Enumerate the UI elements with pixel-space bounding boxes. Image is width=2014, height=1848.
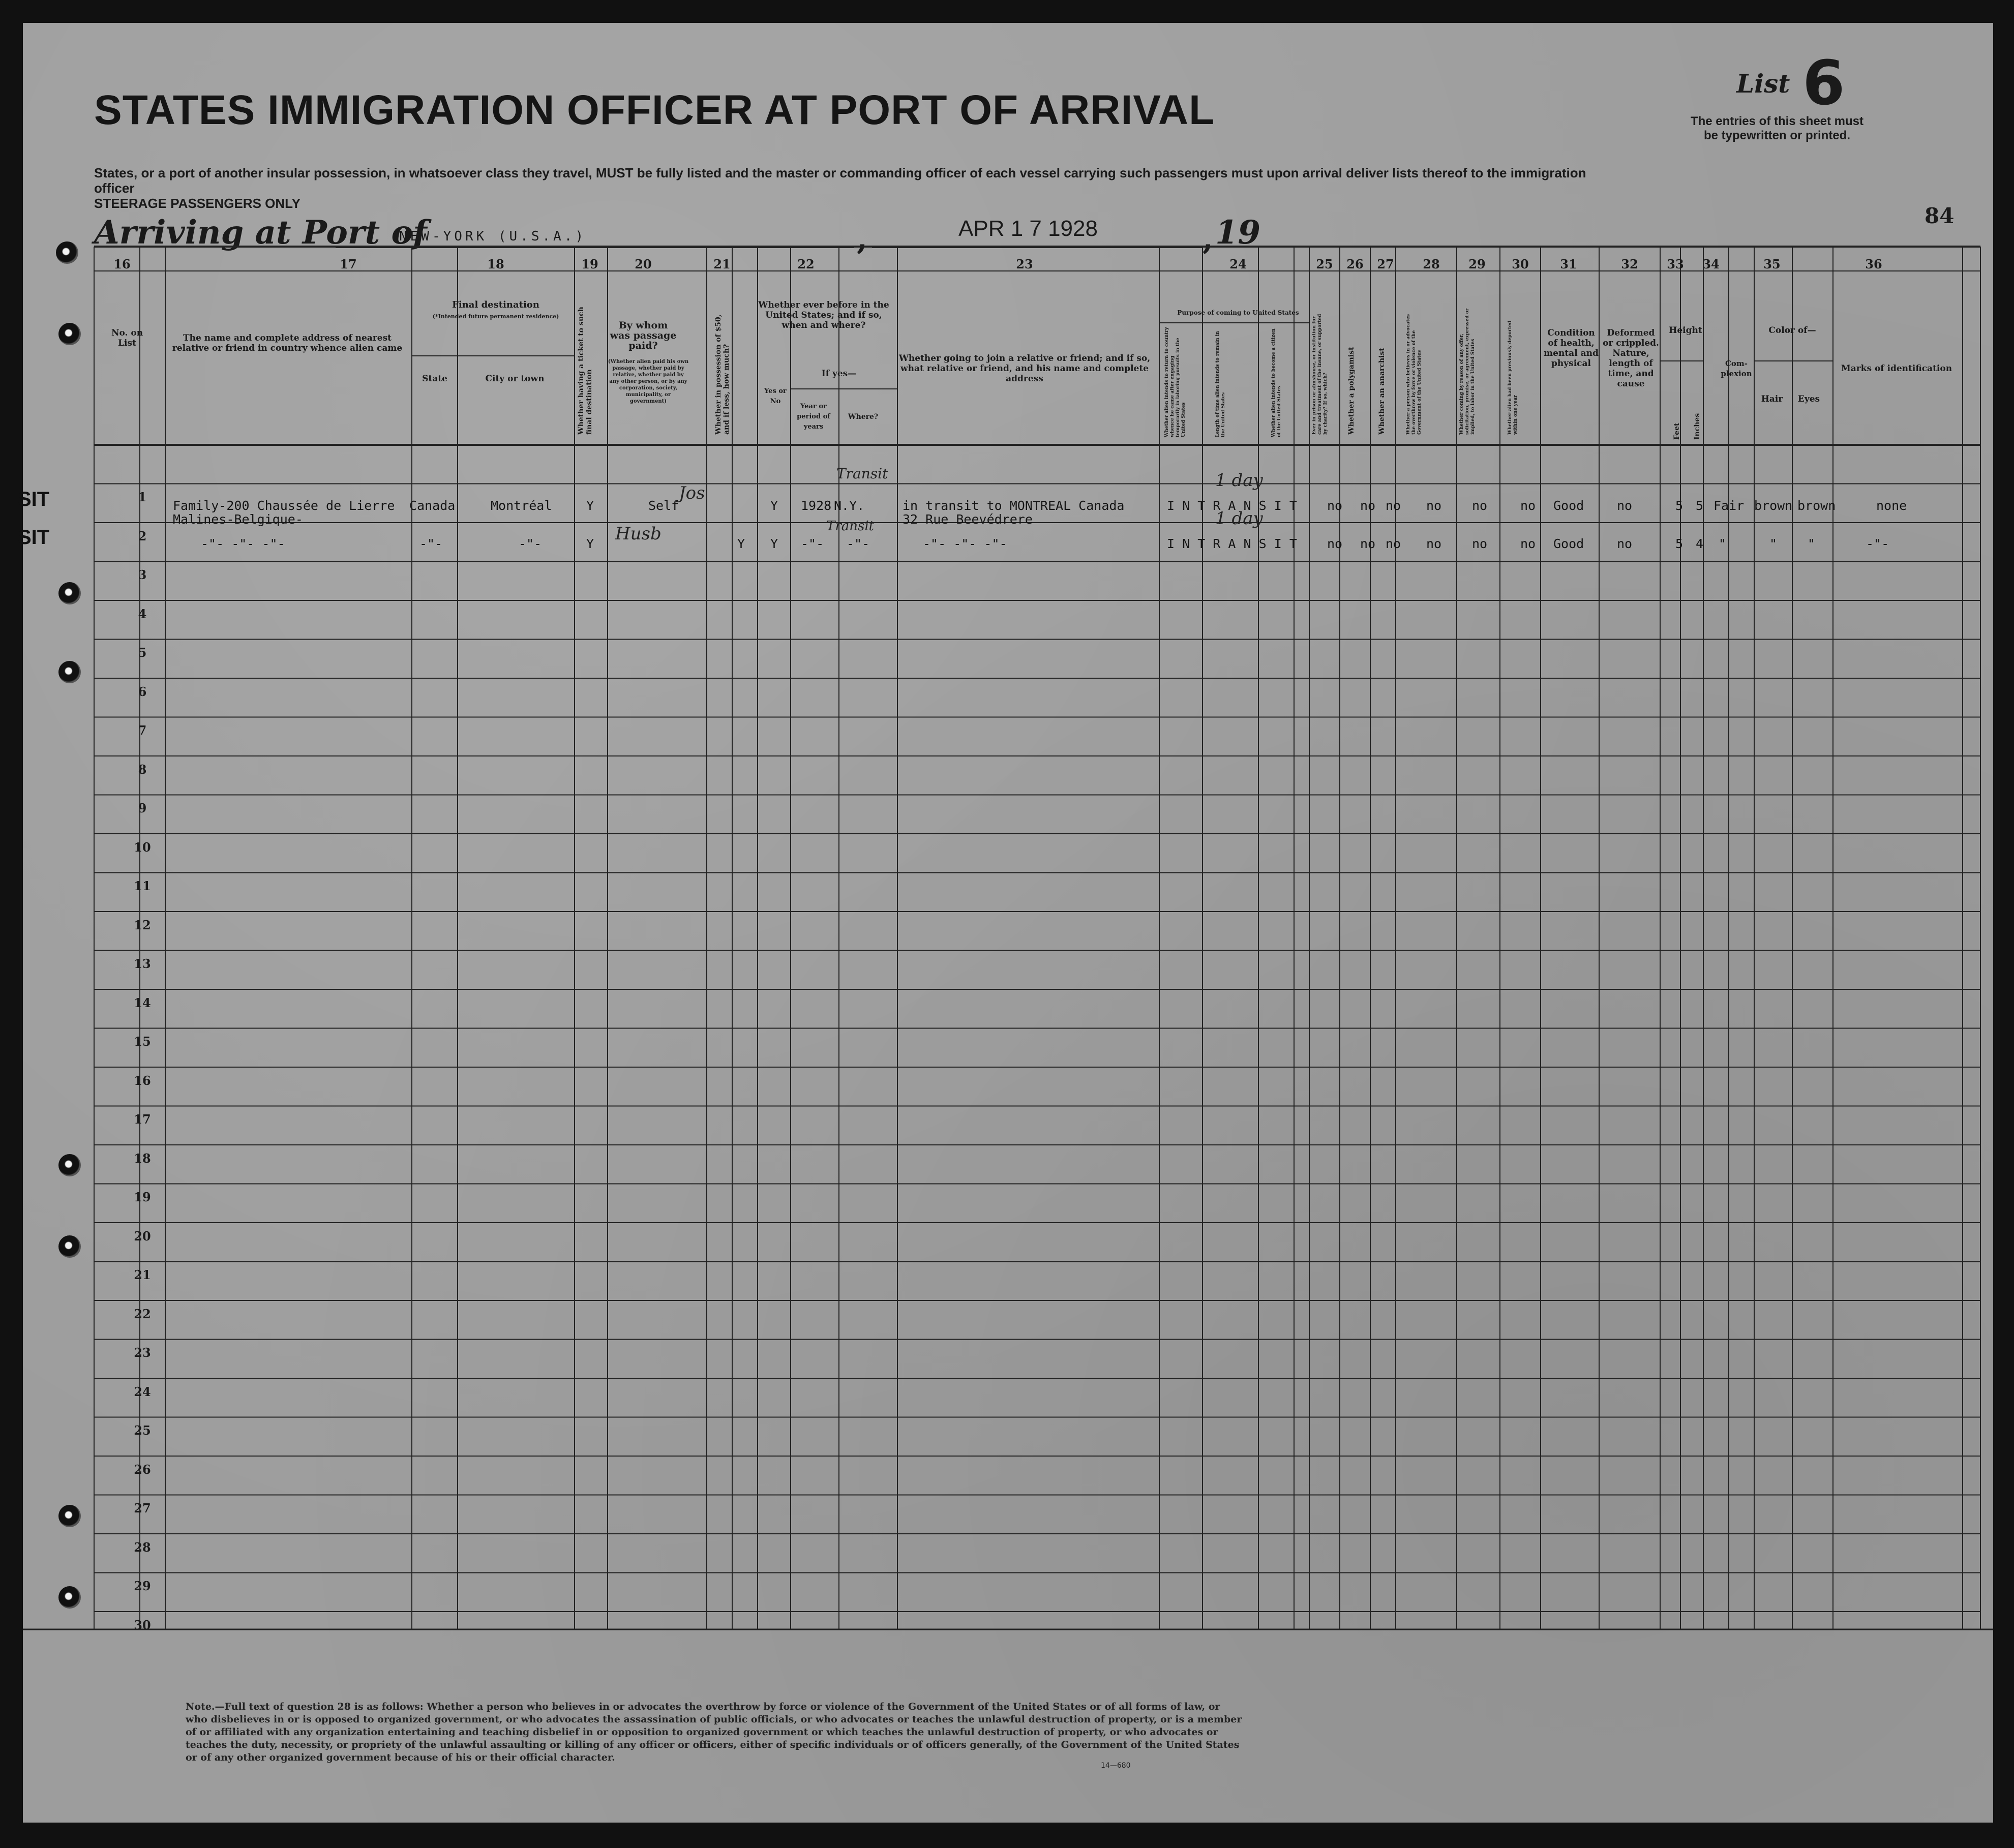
hdr-overthrow: Whether a person who believes in or advocates the overthrow by force or violence of the Government of the United States bbox=[1406, 314, 1422, 435]
handwritten-paid: Jos bbox=[679, 483, 705, 503]
cell-anarchist: no bbox=[1386, 536, 1401, 551]
cell-where: -"- bbox=[847, 536, 870, 551]
cell-yes-no: Y bbox=[770, 536, 778, 551]
subtitle-steerage: STEERAGE PASSENGERS ONLY bbox=[94, 196, 300, 211]
cell-deported: no bbox=[1520, 536, 1536, 551]
cell-feet: 5 bbox=[1675, 498, 1684, 513]
row-number: 12 bbox=[134, 917, 151, 932]
cell-deformed: no bbox=[1617, 536, 1633, 551]
cell-marks: -"- bbox=[1866, 536, 1889, 551]
row-number: 7 bbox=[138, 723, 147, 738]
col-num-35: 35 bbox=[1763, 257, 1781, 271]
comma: , bbox=[1203, 221, 1213, 257]
col-num-29: 29 bbox=[1468, 257, 1486, 271]
cell-state: Canada bbox=[409, 498, 456, 513]
cell-year: 1928 bbox=[801, 498, 832, 513]
hdr-if-yes: If yes— bbox=[821, 369, 857, 379]
row-number: 24 bbox=[134, 1384, 151, 1399]
entries-note: The entries of this sheet must be typewritten or printed. bbox=[1690, 114, 1864, 142]
cell-complexion: " bbox=[1719, 536, 1727, 551]
col-num-17: 17 bbox=[340, 257, 357, 271]
col-num-32: 32 bbox=[1621, 257, 1638, 271]
hdr-hair: Hair bbox=[1761, 394, 1783, 404]
cell-paid-by: Self bbox=[648, 498, 679, 513]
col-num-18: 18 bbox=[487, 257, 504, 271]
cell-city: Montréal bbox=[491, 498, 552, 513]
cell-state: -"- bbox=[419, 536, 443, 551]
comma: , bbox=[857, 221, 867, 257]
cell-relative-address: -"- -"- -"- bbox=[201, 536, 285, 551]
cell-complexion: Fair bbox=[1714, 498, 1745, 513]
hdr-prison: Ever in prison or almshouse, or institution for care and treatment of the insane, or supported by charity? If so, which? bbox=[1312, 314, 1328, 435]
handwritten-where: Transit bbox=[826, 519, 875, 534]
row-number: 23 bbox=[134, 1345, 151, 1360]
cell-prison: no bbox=[1327, 498, 1343, 513]
cell-city: -"- bbox=[519, 536, 542, 551]
col-num-27: 27 bbox=[1377, 257, 1394, 271]
row-number: 26 bbox=[134, 1462, 151, 1477]
row-number: 9 bbox=[138, 801, 147, 815]
cell-feet: 5 bbox=[1675, 536, 1684, 551]
cell-labor: no bbox=[1472, 536, 1488, 551]
cell-anarchist: no bbox=[1386, 498, 1401, 513]
hdr-final-destination-sub: (*Intended future permanent residence) bbox=[432, 313, 559, 320]
row-number: 21 bbox=[134, 1267, 151, 1282]
row-number: 6 bbox=[138, 684, 147, 699]
row-number: 10 bbox=[134, 839, 151, 855]
row-number: 13 bbox=[134, 956, 151, 971]
cell-hair: " bbox=[1769, 536, 1778, 551]
hdr-no-on-list: No. on List bbox=[111, 328, 143, 348]
cell-year: -"- bbox=[801, 536, 824, 551]
col-num-26: 26 bbox=[1346, 257, 1364, 271]
cell-eyes: brown bbox=[1797, 498, 1836, 513]
margin-stamp: SIT bbox=[18, 488, 50, 510]
manifest-grid bbox=[23, 23, 1993, 1823]
row-number: 28 bbox=[134, 1539, 151, 1555]
hdr-marks: Marks of identification bbox=[1841, 363, 1952, 374]
cell-yes-no: Y bbox=[770, 498, 778, 513]
hdr-deported: Whether alien had been previously deported within one year bbox=[1508, 320, 1518, 435]
cell-hair: brown bbox=[1754, 498, 1793, 513]
hdr-inches: Inches bbox=[1693, 413, 1701, 440]
hdr-passage-paid-sub: (Whether alien paid his own passage, whether paid by relative, whether paid by any other person, or by any corporation, society, municipality, or government) bbox=[608, 359, 689, 404]
hdr-final-destination: Final destination bbox=[452, 299, 539, 310]
hdr-purpose-length: Length of time alien intends to remain in the United States bbox=[1215, 331, 1226, 437]
hdr-year-period: Year or period of years bbox=[797, 403, 830, 431]
date-stamp: APR 1 7 1928 bbox=[958, 216, 1098, 241]
cell-relative-address: Family-200 Chaussée de Lierre bbox=[173, 498, 395, 513]
cell-fifty: Y bbox=[737, 536, 745, 551]
col-num-31: 31 bbox=[1560, 257, 1577, 271]
page-number: 84 bbox=[1925, 203, 1955, 228]
cell-where: N.Y. bbox=[834, 498, 865, 513]
list-number: 6 bbox=[1802, 48, 1845, 119]
col-num-30: 30 bbox=[1512, 257, 1529, 271]
row-number: 29 bbox=[134, 1579, 151, 1593]
cell-eyes: " bbox=[1808, 536, 1816, 551]
hdr-ever-before: Whether ever before in the United States; and if so, when and where? bbox=[758, 300, 889, 330]
row-number: 30 bbox=[134, 1617, 151, 1632]
row-number: 1 bbox=[138, 490, 147, 504]
cell-relative-address-2: Malines-Belgique- bbox=[173, 512, 303, 527]
col-num-16: 16 bbox=[113, 257, 131, 271]
col-num-23: 23 bbox=[1016, 257, 1033, 271]
handwritten-length: 1 day bbox=[1215, 470, 1263, 491]
footnote-question-28: Note.—Full text of question 28 is as follows: Whether a person who believes in or advocates the overthrow by force or violence of the Government of the United States or of all forms of law, or who disbelieves in or is opposed to organized government, or who advocates the assassination of public officials, or who advocates or teaches the unlawful destruction of property, or is a member of or affiliated with any organization entertaining and teaching disbelief in or opposition to organized government or which teaches the unlawful destruction of property, or who advocates or teaches the duty, necessity, or propriety of the unlawful assaulting or killing of any officer or officers, either of specific individuals or of officers generally, of the Government of the United States or of any other organized government because of his or their official character. bbox=[186, 1701, 1242, 1763]
hdr-city: City or town bbox=[485, 374, 545, 384]
col-num-21: 21 bbox=[713, 257, 731, 271]
cell-inches: 4 bbox=[1696, 536, 1704, 551]
hdr-purpose-return: Whether alien intends to return to country whence he came after engaging temporarily in laboring pursuits in the United States bbox=[1164, 327, 1186, 437]
cell-deported: no bbox=[1520, 498, 1536, 513]
hdr-health: Condition of health, mental and physical bbox=[1544, 328, 1599, 369]
year-prefix: 19 bbox=[1215, 214, 1261, 252]
hdr-where: Where? bbox=[848, 413, 879, 421]
hdr-relative-address: The name and complete address of nearest relative or friend in country whence alien came bbox=[172, 333, 403, 353]
cell-ticket: Y bbox=[586, 536, 594, 551]
hdr-deformed: Deformed or crippled. Nature, length of time, and cause bbox=[1603, 328, 1659, 389]
manifest-sheet bbox=[18, 23, 1993, 1823]
row-number: 15 bbox=[134, 1034, 151, 1049]
cell-polygamist: no bbox=[1360, 536, 1376, 551]
hdr-labor-offer: Whether coming by reason of any offer, solicitation, promise, or agreement, expressed or implied, to labor in the United States bbox=[1459, 308, 1476, 435]
cell-purpose: I N T R A N S I T bbox=[1167, 536, 1297, 551]
hdr-purpose: Purpose of coming to United States bbox=[1177, 309, 1299, 316]
col-num-36: 36 bbox=[1865, 257, 1882, 271]
hdr-eyes: Eyes bbox=[1797, 394, 1820, 404]
cell-health: Good bbox=[1553, 536, 1584, 551]
cell-deformed: no bbox=[1617, 498, 1633, 513]
col-num-34: 34 bbox=[1702, 257, 1720, 271]
cell-purpose: I N T R A N S I T bbox=[1167, 498, 1297, 513]
row-number: 25 bbox=[134, 1423, 151, 1438]
hdr-yes-no: Yes or No bbox=[764, 387, 787, 405]
hdr-height: Height bbox=[1669, 325, 1702, 336]
hdr-purpose-citizen: Whether alien intends to become a citizen of the United States bbox=[1271, 328, 1282, 437]
row-number: 4 bbox=[138, 606, 147, 621]
hdr-complexion: Com-plexion bbox=[1721, 359, 1752, 378]
col-num-28: 28 bbox=[1423, 257, 1440, 271]
col-num-19: 19 bbox=[581, 257, 598, 271]
list-label: List bbox=[1736, 69, 1790, 99]
hdr-ticket: Whether having a ticket to such final destination bbox=[577, 307, 593, 435]
row-number: 3 bbox=[138, 567, 147, 582]
row-number: 8 bbox=[138, 762, 147, 777]
col-num-24: 24 bbox=[1229, 257, 1247, 271]
cell-prison: no bbox=[1327, 536, 1343, 551]
row-number: 5 bbox=[138, 645, 147, 660]
handwritten-paid: Husb bbox=[615, 524, 662, 544]
handwritten-length: 1 day bbox=[1215, 508, 1263, 529]
row-number: 27 bbox=[134, 1501, 151, 1516]
cell-join-2: 32 Rue Beevédrere bbox=[903, 512, 1033, 527]
cell-marks: none bbox=[1876, 498, 1907, 513]
hdr-fifty-dollars: Whether in possession of $50, and if less, how much? bbox=[714, 314, 731, 435]
row-number: 14 bbox=[134, 995, 151, 1010]
cell-labor: no bbox=[1472, 498, 1488, 513]
row-number: 18 bbox=[134, 1150, 151, 1166]
cell-ticket: Y bbox=[586, 498, 594, 513]
row-number: 22 bbox=[134, 1306, 151, 1321]
cell-inches: 5 bbox=[1696, 498, 1704, 513]
cell-overthrow: no bbox=[1426, 536, 1442, 551]
arriving-label: Arriving at Port of bbox=[94, 214, 427, 252]
port-value: NEW-YORK (U.S.A.) bbox=[399, 229, 587, 244]
hdr-passage-paid: By whom was passage paid? bbox=[610, 320, 677, 351]
row-number: 17 bbox=[134, 1112, 151, 1127]
form-title: STATES IMMIGRATION OFFICER AT PORT OF ARRIVAL bbox=[94, 87, 1215, 133]
cell-health: Good bbox=[1553, 498, 1584, 513]
col-num-33: 33 bbox=[1667, 257, 1684, 271]
row-number: 19 bbox=[134, 1190, 151, 1204]
cell-polygamist: no bbox=[1360, 498, 1376, 513]
margin-stamp: SIT bbox=[18, 526, 50, 549]
cell-join: in transit to MONTREAL Canada bbox=[903, 498, 1125, 513]
subtitle-text: States, or a port of another insular possession, in whatsoever class they travel, MUST be fully listed and the master or commanding officer of each vessel carrying such passengers must upon arrival deliver lists thereof to the immigration officer bbox=[94, 165, 1586, 196]
row-number: 20 bbox=[134, 1228, 151, 1244]
hdr-color: Color of— bbox=[1768, 325, 1816, 336]
col-num-25: 25 bbox=[1316, 257, 1333, 271]
form-code: 14—680 bbox=[1101, 1762, 1131, 1770]
cell-join: -"- -"- -"- bbox=[923, 536, 1007, 551]
col-num-20: 20 bbox=[635, 257, 652, 271]
col-num-22: 22 bbox=[797, 257, 815, 271]
hdr-join-relative: Whether going to join a relative or friend; and if so, what relative or friend, and his name and complete address bbox=[898, 353, 1151, 384]
handwritten-where: Transit bbox=[836, 465, 888, 482]
hdr-polygamist: Whether a polygamist bbox=[1347, 347, 1356, 435]
row-number: 2 bbox=[138, 528, 147, 543]
row-number: 16 bbox=[134, 1073, 151, 1088]
hdr-state: State bbox=[422, 374, 447, 384]
cell-overthrow: no bbox=[1426, 498, 1442, 513]
row-number: 11 bbox=[134, 878, 151, 893]
hdr-feet: Feet bbox=[1673, 422, 1681, 440]
hdr-anarchist: Whether an anarchist bbox=[1378, 348, 1386, 435]
